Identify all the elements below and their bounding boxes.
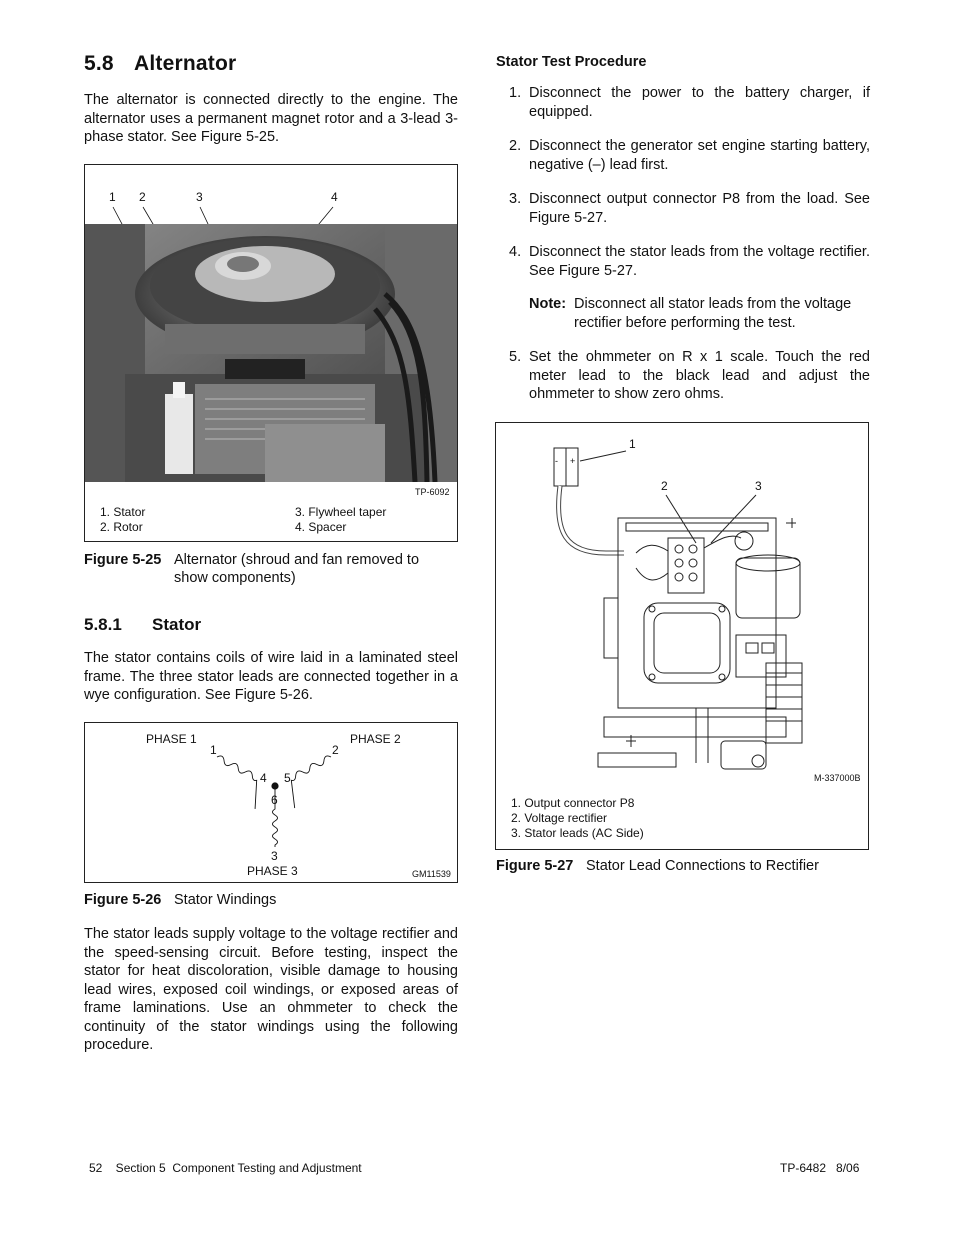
section-heading <box>84 52 236 76</box>
lead-5: 5 <box>284 771 291 785</box>
step-text: Set the ohmmeter on R x 1 scale. Touch the red meter lead to the black lead and adjust the ohmmeter to show zero ohms. <box>529 349 870 402</box>
fig25-callout-1: 1 <box>109 190 116 204</box>
procedure-note <box>529 295 870 332</box>
fig25-label: Figure 5-25 <box>84 552 162 568</box>
step-text: Disconnect the power to the battery charger, if equipped. <box>529 85 870 120</box>
phase1-label: PHASE 1 <box>146 732 197 746</box>
note-label: Note: <box>529 296 567 312</box>
fig27-legend-2: 2. Voltage rectifier <box>511 811 608 825</box>
intro-paragraph: The alternator is connected directly to the engine. The alternator uses a permanent magnet rotor and a 3-lead 3-phase stator. See Figure 5-25. <box>84 92 458 145</box>
fig25-callout-3: 3 <box>196 190 203 204</box>
fig27-legend-3: 3. Stator leads (AC Side) <box>511 826 644 840</box>
step-number: 2. <box>509 138 522 154</box>
procedure-title: Stator Test Procedure <box>496 54 647 70</box>
fig26-caption <box>84 891 276 909</box>
rectifier-line-drawing <box>496 423 868 773</box>
footer-left: 52 Section 5 Component Testing and Adjustment <box>89 1161 362 1175</box>
procedure-step-2 <box>509 137 870 174</box>
note-text: Disconnect all stator leads from the voltage rectifier before performing the test. <box>574 296 852 331</box>
alternator-photo <box>85 224 457 482</box>
fig27-caption <box>496 857 819 875</box>
figure-5-25 <box>84 164 458 542</box>
fig27-callout-3: 3 <box>755 479 762 493</box>
fig25-caption-text: Alternator (shroud and fan removed to show components) <box>174 552 420 586</box>
fig27-legend-1: 1. Output connector P8 <box>511 796 635 810</box>
fig26-code: GM11539 <box>412 869 451 879</box>
lead-6: 6 <box>271 793 278 807</box>
step-number: 3. <box>509 191 522 207</box>
lead-1: 1 <box>210 743 217 757</box>
fig25-legend-3: 3. Flywheel taper <box>295 505 387 519</box>
step-text: Disconnect the generator set engine starting battery, negative (–) lead first. <box>529 138 870 173</box>
lead-4: 4 <box>260 771 267 785</box>
fig25-legend-4: 4. Spacer <box>295 520 347 534</box>
section-number: 5.8 <box>84 52 114 75</box>
step-text: Disconnect output connector P8 from the load. See Figure 5-27. <box>529 191 870 226</box>
subsection-heading <box>84 615 201 635</box>
fig27-label: Figure 5-27 <box>496 858 574 874</box>
fig27-callout-1: 1 <box>629 437 636 451</box>
step-text: Disconnect the stator leads from the voltage rectifier. See Figure 5-27. <box>529 244 870 279</box>
procedure-step-1 <box>509 84 870 121</box>
subsection-title: Stator <box>152 615 202 634</box>
fig25-code: TP-6092 <box>415 487 450 497</box>
lead-3: 3 <box>271 849 278 863</box>
plug-plus: + <box>570 456 576 466</box>
footer-right: TP-6482 8/06 <box>780 1161 860 1175</box>
step-number: 4. <box>509 244 522 260</box>
phase2-label: PHASE 2 <box>350 732 401 746</box>
fig27-caption-text: Stator Lead Connections to Rectifier <box>586 858 819 874</box>
wye-winding-diagram <box>85 723 457 882</box>
stator-paragraph-2: The stator leads supply voltage to the voltage rectifier and the speed-sensing circuit. Before testing, inspect the stator for heat discoloration, visible damage to housing lead wires, exposed coil windings, or exposed areas of frame laminations. Use an ohmmeter to check the continuity of the stator windings using the following procedure. <box>84 926 458 1053</box>
figure-5-26 <box>84 722 458 883</box>
lead-2: 2 <box>332 743 339 757</box>
step-number: 1. <box>509 85 522 101</box>
fig27-code: M-337000B <box>814 773 861 783</box>
fig25-legend-2: 2. Rotor <box>100 520 143 534</box>
stator-paragraph: The stator contains coils of wire laid in a laminated steel frame. The three stator leads are connected together in a wye configuration. See Figure 5-26. <box>84 650 458 703</box>
fig26-label: Figure 5-26 <box>84 892 162 908</box>
fig26-caption-text: Stator Windings <box>174 892 277 908</box>
step-number: 5. <box>509 349 522 365</box>
phase3-label: PHASE 3 <box>247 864 298 878</box>
plug-minus: - <box>555 456 558 466</box>
fig25-callout-2: 2 <box>139 190 146 204</box>
fig25-callout-4: 4 <box>331 190 338 204</box>
fig25-caption <box>84 551 458 587</box>
procedure-step-3 <box>509 190 870 227</box>
fig27-callout-2: 2 <box>661 479 668 493</box>
procedure-step-4 <box>509 243 870 280</box>
section-title: Alternator <box>134 52 237 75</box>
figure-5-27 <box>495 422 869 850</box>
fig25-legend-1: 1. Stator <box>100 505 146 519</box>
procedure-step-5 <box>509 348 870 404</box>
subsection-number: 5.8.1 <box>84 615 122 634</box>
